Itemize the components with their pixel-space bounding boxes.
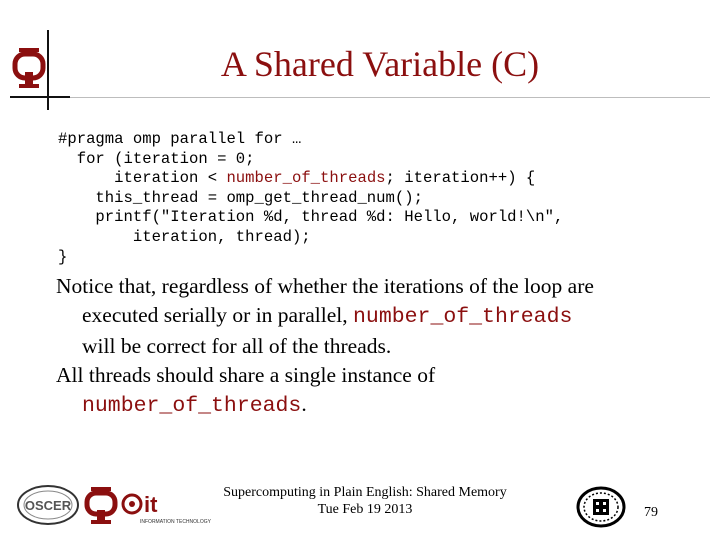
header-horizontal-rule	[10, 97, 710, 98]
code-line	[58, 169, 698, 189]
paragraph-1	[56, 272, 706, 301]
it-logo-icon	[120, 488, 211, 526]
code-text: iteration <	[58, 169, 227, 188]
code-text: for (iteration = 0;	[58, 149, 255, 168]
code-highlight: number_of_threads	[226, 169, 386, 188]
paragraph-1-line-3: will be correct for all of the threads.	[82, 334, 392, 358]
code-line	[58, 208, 698, 228]
paragraph-1-line-2: executed serially or in parallel,	[82, 303, 354, 327]
oscer-logo-text: OSCER	[24, 498, 72, 513]
ou-bottom-logo-icon	[84, 486, 118, 526]
it-logo-subtext: INFORMATION TECHNOLOGY	[140, 519, 211, 525]
code-block	[58, 130, 698, 267]
seal-logo-icon	[576, 486, 626, 528]
code-line	[58, 228, 698, 248]
paragraph-2-period: .	[301, 392, 307, 416]
code-line	[58, 150, 698, 170]
body-text	[56, 272, 706, 421]
header-vertical-rule	[47, 30, 49, 110]
inline-code-number-of-threads-2: number_of_threads	[82, 394, 302, 418]
code-text: ; iteration++) {	[385, 169, 536, 188]
code-text: iteration, thread);	[58, 227, 311, 246]
paragraph-2	[56, 361, 706, 390]
footer-text	[210, 484, 520, 518]
code-text: this_thread = omp_get_thread_num();	[58, 188, 423, 207]
code-text: printf("Iteration %d, thread %d: Hello, world!\n",	[58, 208, 564, 227]
footer-course-title: Supercomputing in Plain English: Shared Memory	[223, 485, 507, 500]
code-text: }	[58, 247, 68, 266]
header-rule-accent	[10, 96, 70, 98]
paragraph-1-line-1: Notice that, regardless of whether the iterations of the loop are	[56, 274, 594, 298]
ou-logo-icon	[13, 46, 45, 90]
code-line	[58, 130, 698, 150]
code-text: #pragma omp parallel for …	[58, 130, 302, 148]
paragraph-2-continuation	[56, 390, 706, 421]
paragraph-1-continuation	[56, 301, 706, 332]
paragraph-1-continuation-2	[56, 332, 706, 361]
code-line	[58, 248, 698, 268]
slide-title: A Shared Variable (C)	[220, 44, 540, 84]
page-number: 79	[644, 505, 658, 520]
code-line	[58, 189, 698, 209]
it-logo-text: it	[144, 492, 158, 517]
paragraph-2-line-1: All threads should share a single instance of	[56, 363, 436, 387]
inline-code-number-of-threads: number_of_threads	[353, 305, 573, 329]
oscer-logo-icon	[16, 484, 80, 526]
footer-date: Tue Feb 19 2013	[317, 502, 413, 517]
